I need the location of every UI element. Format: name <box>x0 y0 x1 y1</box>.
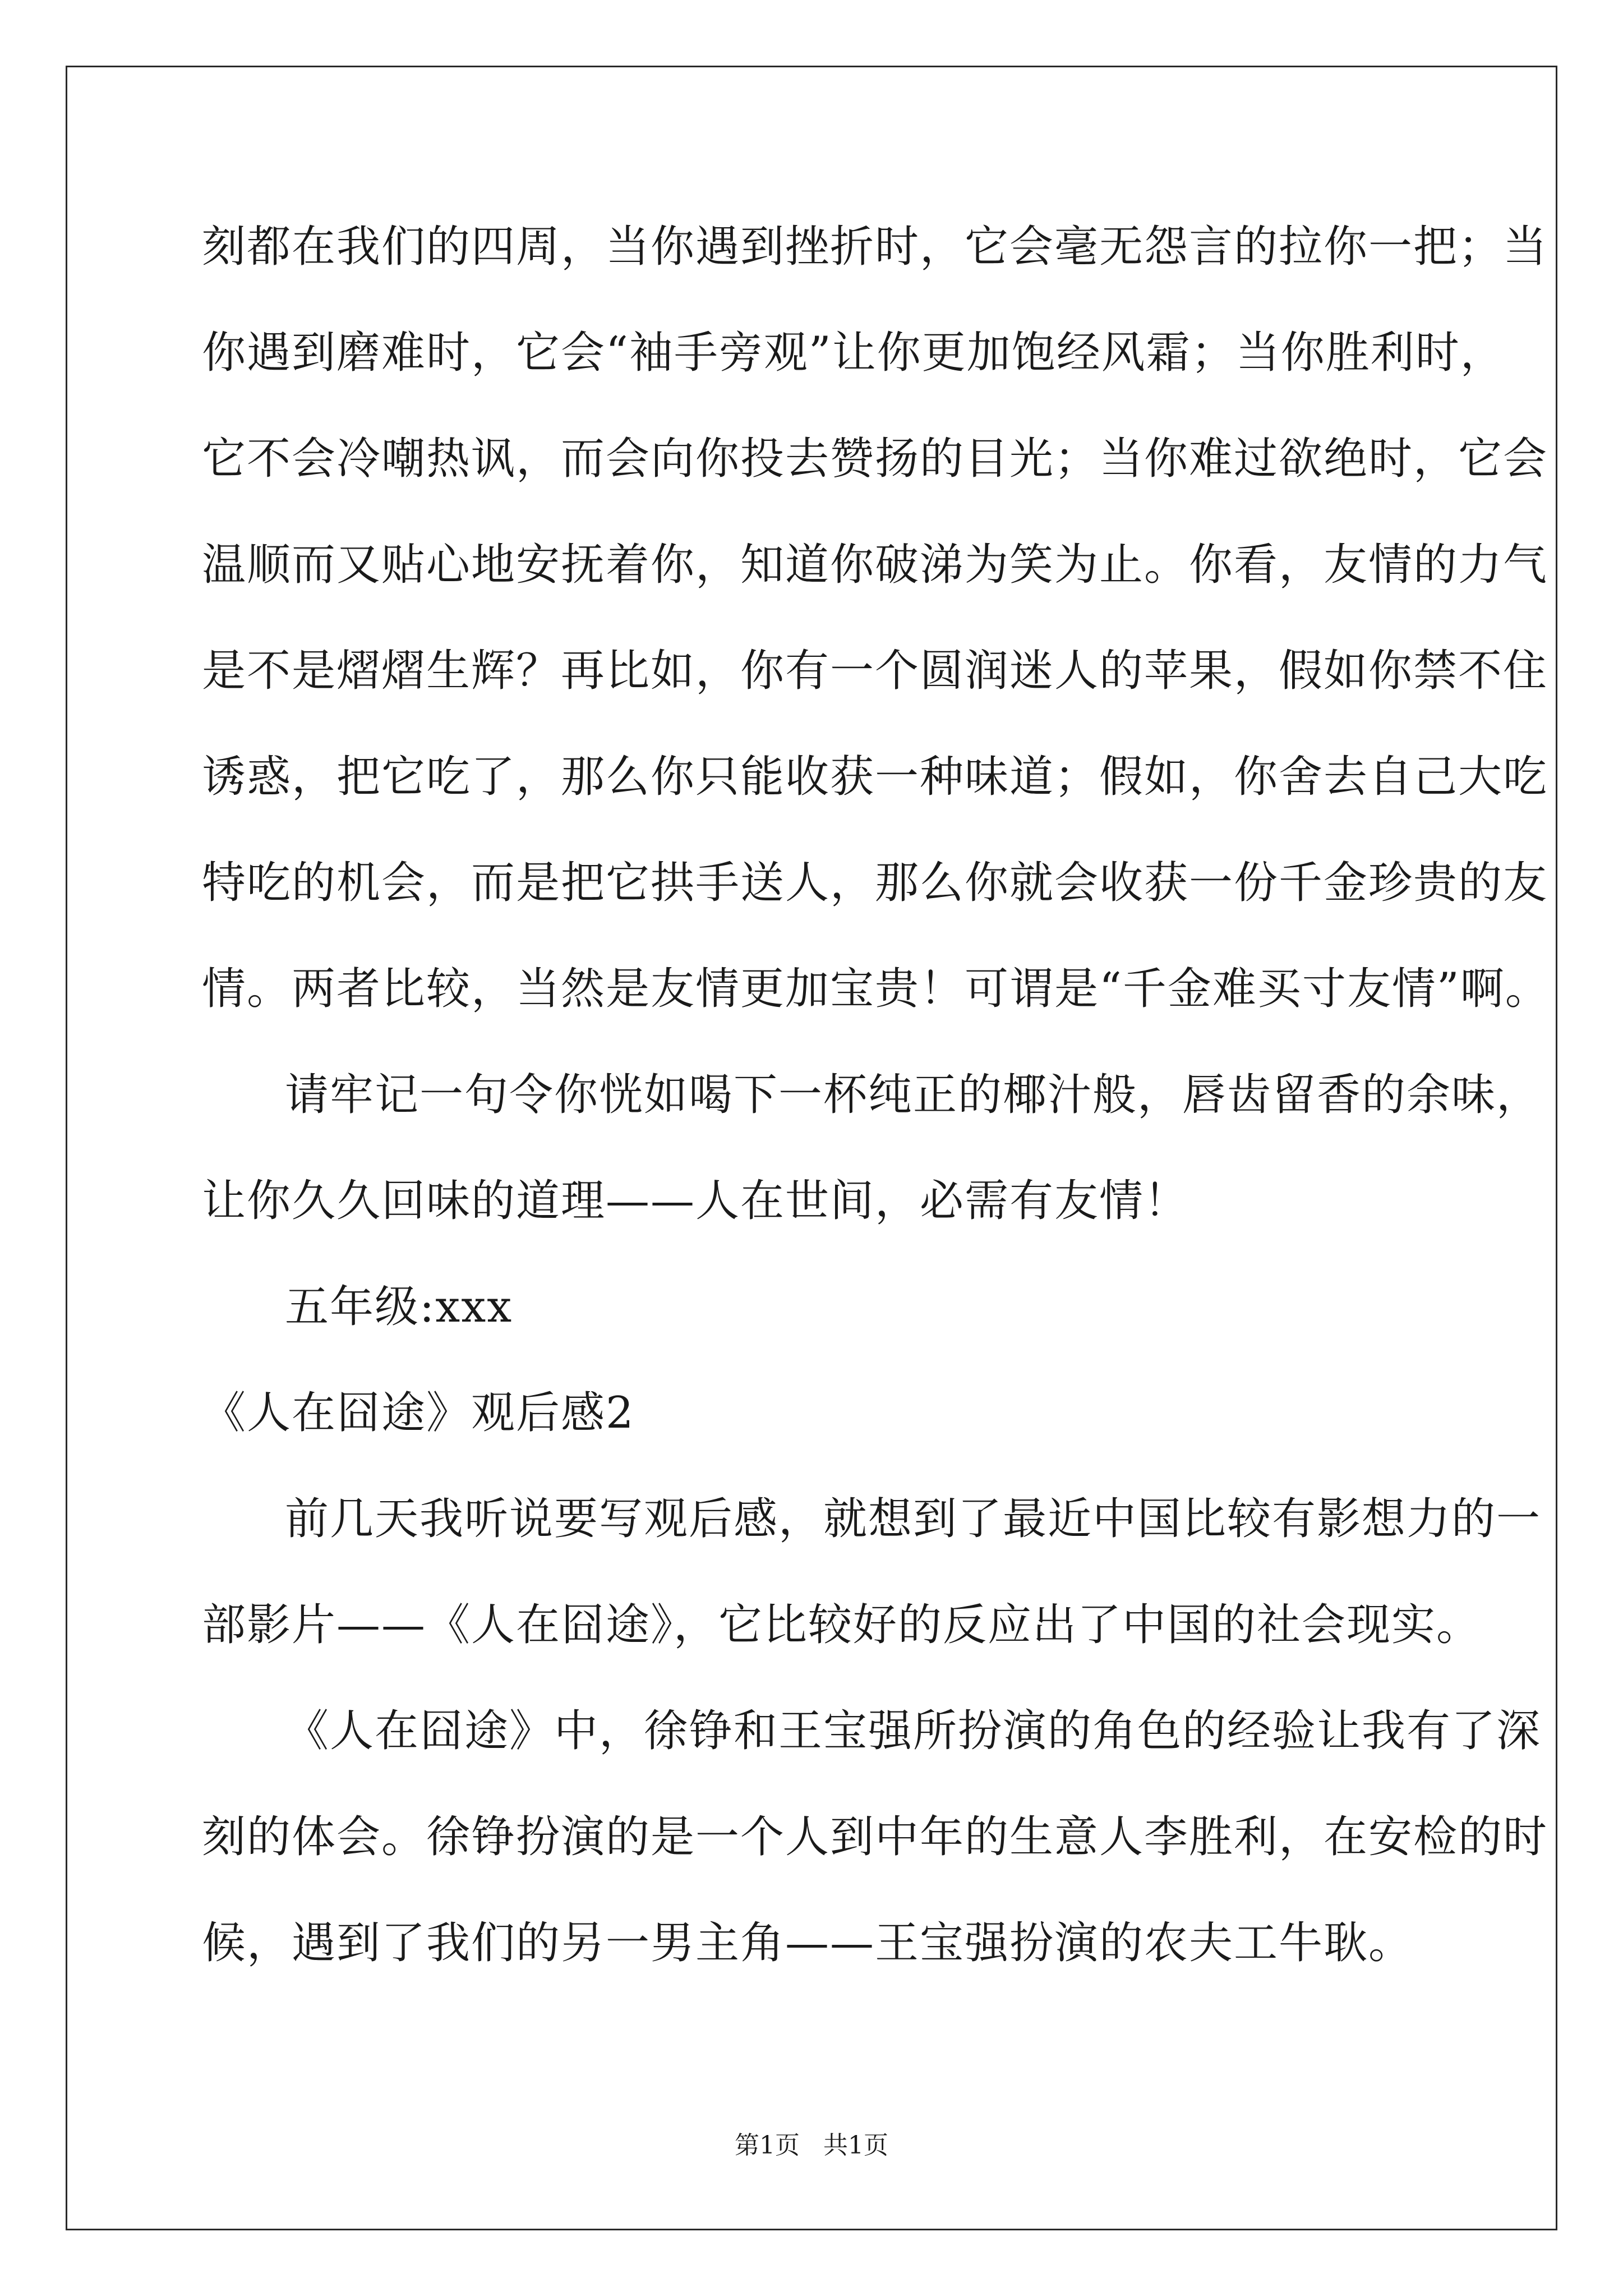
text-line: 候，遇到了我们的另一男主角——王宝强扮演的农夫工牛耿。 <box>202 1918 1414 1968</box>
text-line: 部影片——《人在囧途》，它比较好的反应出了中国的社会现实。 <box>202 1600 1482 1650</box>
page-footer <box>0 2129 1623 2162</box>
signature-line: 五年级:xxx <box>285 1282 513 1332</box>
page-border <box>66 66 1557 2230</box>
page-number: 第1页 <box>735 2131 800 2160</box>
text-line: 刻都在我们的四周，当你遇到挫折时，它会毫无怨言的拉你一把；当 <box>202 222 1548 272</box>
text-line: 特吃的机会，而是把它拱手送人，那么你就会收获一份千金珍贵的友 <box>202 858 1548 908</box>
text-line: 你遇到磨难时，它会“袖手旁观”让你更加饱经风霜；当你胜利时， <box>202 328 1505 378</box>
text-line: 情。两者比较，当然是友情更加宝贵！可谓是“千金难买寸友情”啊。 <box>202 964 1550 1014</box>
text-line: 请牢记一句令你恍如喝下一杯纯正的椰汁般，唇齿留香的余味， <box>285 1070 1542 1120</box>
text-line: 《人在囧途》中，徐铮和王宝强所扮演的角色的经验让我有了深 <box>285 1706 1542 1756</box>
text-line: 温顺而又贴心地安抚着你，知道你破涕为笑为止。你看，友情的力气 <box>202 540 1548 590</box>
text-line: 刻的体会。徐铮扮演的是一个人到中年的生意人李胜利，在安检的时 <box>202 1812 1548 1862</box>
page-total: 共1页 <box>823 2131 888 2160</box>
text-line: 它不会冷嘲热讽，而会向你投去赞扬的目光；当你难过欲绝时，它会 <box>202 434 1548 484</box>
text-line: 让你久久回味的道理——人在世间，必需有友情！ <box>202 1176 1189 1226</box>
text-line: 诱惑，把它吃了，那么你只能收获一种味道；假如，你舍去自己大吃 <box>202 752 1548 802</box>
section-title: 《人在囧途》观后感2 <box>202 1388 635 1438</box>
text-line: 是不是熠熠生辉？再比如，你有一个圆润迷人的苹果，假如你禁不住 <box>202 646 1548 696</box>
text-line: 前几天我听说要写观后感，就想到了最近中国比较有影想力的一 <box>285 1494 1542 1544</box>
